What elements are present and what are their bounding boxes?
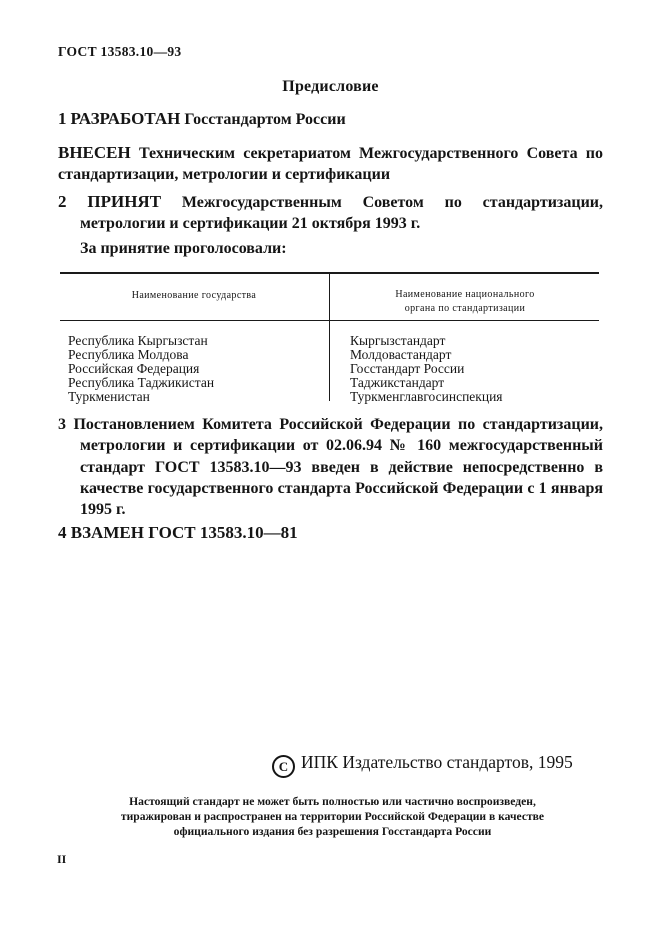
table-column-divider	[329, 273, 330, 401]
copyright	[272, 752, 573, 778]
section-2-number: 2	[58, 192, 67, 211]
table-header-body-line2: органа по стандартизации	[404, 303, 526, 314]
voted-title: За принятие проголосовали:	[80, 240, 287, 257]
introduced-text: Техническим секретариатом Межгосударственного Совета по стандартизации, метрологии и сертификации	[58, 145, 604, 183]
table-cell-body: Кыргызстандарт	[350, 333, 446, 348]
section-1-text: Госстандартом России	[184, 111, 346, 128]
section-1-number: 1	[58, 109, 67, 128]
document-code: ГОСТ 13583.10—93	[58, 44, 182, 59]
section-4: 4 ВЗАМЕН ГОСТ 13583.10—81	[58, 523, 298, 542]
section-1-heading: РАЗРАБОТАН	[70, 109, 181, 128]
table-cell-state: Республика Таджикистан	[68, 375, 215, 390]
section-2-heading: ПРИНЯТ	[87, 192, 162, 211]
introduced-heading: ВНЕСЕН	[58, 143, 131, 162]
page-title: Предисловие	[282, 78, 379, 95]
table-cell-body: Таджикстандарт	[350, 375, 445, 390]
table-cell-state: Туркменистан	[68, 389, 150, 404]
table-cell-body: Молдовастандарт	[350, 347, 452, 362]
notice-line: тиражирован и распространен на территории Российской Федерации в качестве	[120, 810, 545, 823]
notice-line: Настоящий стандарт не может быть полностью или частично воспроизведен,	[129, 795, 536, 808]
section-introduced	[58, 142, 603, 185]
section-2	[58, 191, 603, 234]
table-cell-body: Госстандарт России	[350, 361, 465, 376]
copyright-text: ИПК Издательство стандартов, 1995	[301, 752, 573, 772]
table-cell-state: Республика Кыргызстан	[68, 333, 208, 348]
copyright-icon: С	[272, 755, 295, 778]
section-1	[58, 108, 603, 130]
notice-line: официального издания без разрешения Госстандарта России	[173, 825, 492, 838]
section-3: 3 Постановлением Комитета Российской Федерации по стандартизации, метрологии и сертификации от 02.06.94 № 160 межгосударственный стандарт ГОСТ 13583.10—93 введен в действие непосредственно в качестве государственного стандарта Российской Федерации с 1 января 1995 г.	[58, 416, 603, 519]
table-header-state: Наименование государства	[131, 290, 257, 301]
table-cell-state: Российская Федерация	[68, 361, 200, 376]
table-cell-state: Республика Молдова	[68, 347, 189, 362]
table-cell-body: Туркменглавгосинспекция	[350, 389, 503, 404]
table-header-body-line1: Наименование национального	[395, 289, 535, 300]
reproduction-notice	[60, 794, 605, 839]
page-number: II	[57, 852, 67, 866]
section-2-text: Межгосударственным Советом по стандартизации, метрологии и сертификации 21 октября 1993 г.	[80, 194, 604, 232]
